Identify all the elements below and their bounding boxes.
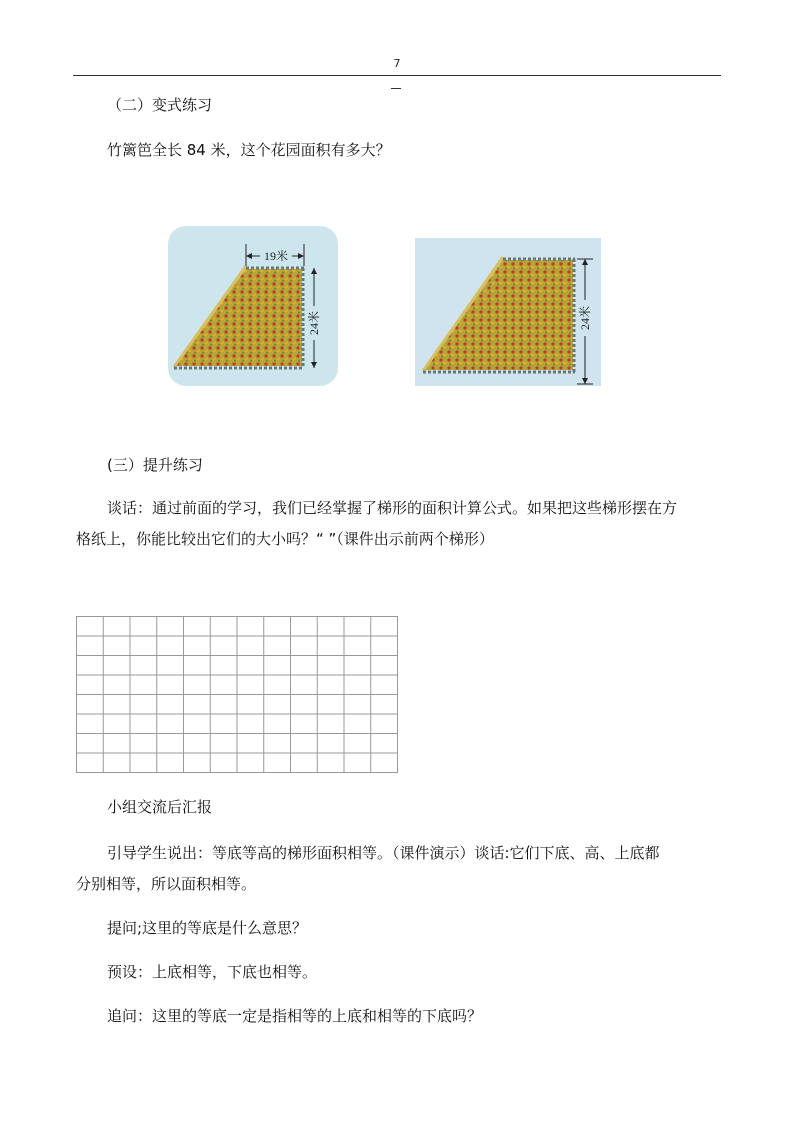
paragraph-line: 格纸上，你能比较出它们的大小吗？“ ”（课件出示前两个梯形）: [76, 530, 494, 548]
paragraph-line: 引导学生说出：等底等高的梯形面积相等。（课件演示）谈话:它们下底、高、上底都: [107, 844, 660, 862]
section2-heading: （二）变式练习: [107, 96, 213, 114]
page-number: 7: [393, 57, 401, 70]
question-text: 提问;这里的等底是什么意思？: [107, 919, 308, 937]
header-rule: [73, 75, 721, 76]
square-grid: [76, 616, 399, 774]
preset-text: 预设：上底相等，下底也相等。: [107, 963, 318, 981]
height-label: 24米: [307, 310, 321, 336]
height-label: 24米: [578, 305, 592, 331]
paragraph-line: 分别相等，所以面积相等。: [76, 875, 257, 893]
section2-question: 竹篱笆全长 84 米，这个花园面积有多大？: [107, 141, 391, 159]
followup-text: 追问：这里的等底一定是指相等的上底和相等的下底吗？: [107, 1007, 483, 1025]
paragraph-line: 谈话：通过前面的学习，我们已经掌握了梯形的面积计算公式。如果把这些梯形摆在方: [107, 499, 678, 517]
garden-figure-right: [415, 238, 603, 388]
section3-heading: (三）提升练习: [107, 456, 203, 474]
report-text: 小组交流后汇报: [107, 798, 213, 816]
garden-figure-left: [168, 226, 340, 388]
top-base-label: 19米: [263, 249, 289, 263]
header-tick: [391, 88, 401, 89]
